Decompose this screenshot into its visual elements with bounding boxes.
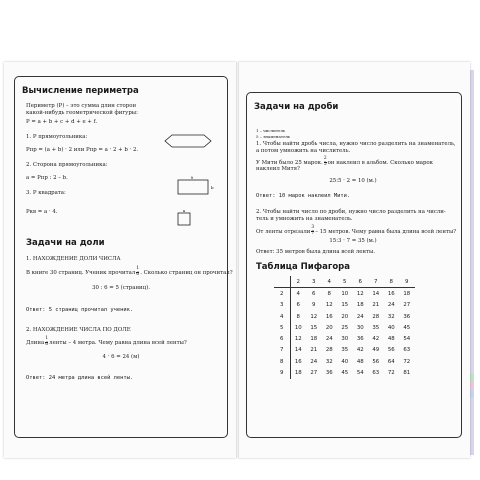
pythagoras-cell: 72 (403, 358, 411, 365)
perimeter-def-line1: Периметр (Р) – это сумма длин сторон (26, 103, 137, 109)
pythagoras-cell: 12 (310, 313, 318, 320)
pythagoras-cell: 21 (310, 347, 318, 354)
pythagoras-cell: 24 (387, 302, 395, 309)
fraction-task2-calc: 15:3 · 7 = 35 (м.) (329, 238, 377, 244)
pythagoras-row (274, 333, 415, 344)
fraction-rule2-line1: 2. Чтобы найти число по дроби, нужно число разделить на числи- (256, 209, 446, 215)
fraction: $\frac{1}{6}$ (45, 336, 49, 347)
share-task2-heading: 2. НАХОЖДЕНИЕ ЧИСЛА ПО ДОЛЕ (26, 327, 131, 333)
pythagoras-cell: 64 (387, 358, 395, 365)
pythagoras-cell: 36 (356, 336, 364, 343)
pythagoras-cell: 15 (341, 302, 349, 309)
share-task2-answer: Ответ: 24 метра длина всей ленты. (26, 375, 134, 381)
fraction-rule2-line2: тель и умножить на знаменатель. (256, 216, 353, 222)
pythagoras-cell: 25 (341, 324, 349, 331)
pythagoras-row-header: 2 (274, 288, 290, 300)
pythagoras-header-cell: 7 (368, 276, 384, 288)
pythagoras-header-cell: 4 (322, 276, 338, 288)
pythagoras-cell: 63 (403, 347, 411, 354)
legend-denominator: 5 – знаменатель (256, 134, 291, 139)
pythagoras-cell: 36 (325, 370, 333, 377)
fraction-task1-text: У Мити было 25 марок. $\frac{2}{5}$ он наклеил в альбом. Сколько марок (256, 156, 434, 167)
share-task1-heading: 1. НАХОЖДЕНИЕ ДОЛИ ЧИСЛА (26, 256, 121, 262)
right-page (238, 62, 470, 458)
square-shape (172, 208, 202, 230)
fraction-task1-question: наклеил Митя? (256, 166, 300, 172)
pythagoras-cell: 45 (403, 324, 411, 331)
pythagoras-cell: 49 (372, 347, 380, 354)
pythagoras-cell: 56 (372, 358, 380, 365)
pythagoras-cell: 35 (341, 347, 349, 354)
pythagoras-row-header: 8 (274, 356, 290, 367)
pythagoras-header-cell: 8 (384, 276, 400, 288)
fraction-task1-answer: Ответ: 10 марок наклеил Мити. (256, 193, 351, 199)
pythagoras-title: Таблица Пифагора (256, 262, 350, 272)
pythagoras-row (274, 356, 415, 367)
pythagoras-cell: 54 (356, 370, 364, 377)
share-task1-text: В книге 30 страниц. Ученик прочитал $\frac{1}{6}$ . Сколько страниц он прочитал? (26, 266, 233, 277)
notebook-spine (236, 62, 239, 458)
perimeter-formula: P = a + b + c + d + e + f. (26, 119, 98, 125)
fraction: $\frac{1}{6}$ (136, 266, 140, 277)
pythagoras-cell: 20 (325, 324, 333, 331)
square-side-a-label: a (182, 208, 186, 213)
rectangle-side-heading: 2. Сторона прямоугольника: (26, 162, 108, 168)
pythagoras-cell: 72 (387, 370, 395, 377)
fraction-rule1-line2: а потом умножить на числитель. (256, 148, 351, 154)
pythagoras-cell: 28 (372, 313, 380, 320)
pythagoras-row-header: 7 (274, 345, 290, 356)
square-perimeter-heading: 3. Р квадрата: (26, 190, 66, 196)
rectangle-side-formula: a = Pпр : 2 – b. (26, 175, 68, 181)
fraction-tasks-title: Задачи на дроби (254, 102, 339, 112)
pythagoras-cell: 24 (310, 358, 318, 365)
pythagoras-header-cell: 2 (290, 276, 306, 288)
share-tasks-title: Задачи на доли (26, 238, 105, 248)
pythagoras-cell: 42 (372, 336, 380, 343)
rectangle-perimeter-heading: 1. Р прямоугольника: (26, 134, 88, 140)
share-task1-answer: Ответ: 5 страниц прочитал ученик. (26, 307, 134, 313)
pythagoras-cell: 30 (356, 324, 364, 331)
fraction-task1-calc: 25:5 · 2 = 10 (м.) (329, 178, 377, 184)
pythagoras-row-header: 4 (274, 311, 290, 322)
pythagoras-cell: 12 (325, 302, 333, 309)
rectangle-shape (172, 174, 216, 198)
pythagoras-cell: 8 (296, 313, 300, 320)
pythagoras-row-header: 5 (274, 322, 290, 333)
pythagoras-cell: 18 (294, 370, 302, 377)
share-task1-calc: 30 : 6 = 5 (страниц). (92, 285, 150, 291)
pythagoras-cell: 16 (294, 358, 302, 365)
pythagoras-header-cell: 6 (353, 276, 369, 288)
pythagoras-cell: 18 (403, 290, 411, 297)
pythagoras-header-cell (274, 276, 290, 288)
pythagoras-row (274, 300, 415, 311)
share-task2-calc: 4 · 6 = 24 (м) (102, 354, 140, 360)
pythagoras-cell: 10 (341, 290, 349, 297)
pythagoras-cell: 24 (356, 313, 364, 320)
pythagoras-header-cell: 3 (306, 276, 322, 288)
pythagoras-cell: 28 (325, 347, 333, 354)
pythagoras-cell: 14 (372, 290, 380, 297)
pythagoras-table (274, 276, 415, 379)
pythagoras-cell: 10 (294, 324, 302, 331)
pythagoras-cell: 16 (387, 290, 395, 297)
pythagoras-cell: 48 (356, 358, 364, 365)
legend-numerator: 1 – числитель (256, 128, 286, 133)
hexagon-shape (162, 132, 218, 150)
fraction-task2-answer: Ответ: 35 метров была длина всей ленты. (256, 249, 376, 255)
pythagoras-cell: 54 (403, 336, 411, 343)
pythagoras-cell: 56 (387, 347, 395, 354)
pythagoras-cell: 6 (312, 290, 316, 297)
square-perimeter-formula: Pкв = a · 4. (26, 209, 58, 215)
rectangle-perimeter-formula: Pпр = (a + b) · 2 или Pпр = a · 2 + b · 2. (26, 147, 139, 153)
pythagoras-cell: 16 (325, 313, 333, 320)
pythagoras-cell: 18 (310, 336, 318, 343)
pythagoras-cell: 12 (356, 290, 364, 297)
pythagoras-row-header: 9 (274, 367, 290, 378)
pythagoras-cell: 20 (341, 313, 349, 320)
left-page (4, 62, 236, 458)
pythagoras-cell: 45 (341, 370, 349, 377)
pythagoras-cell: 27 (403, 302, 411, 309)
pythagoras-row (274, 322, 415, 333)
pythagoras-header-cell: 5 (337, 276, 353, 288)
rect-side-a-label: a (190, 174, 194, 180)
pythagoras-cell: 35 (372, 324, 380, 331)
pythagoras-cell: 32 (387, 313, 395, 320)
pythagoras-cell: 27 (310, 370, 318, 377)
pythagoras-row-header: 6 (274, 333, 290, 344)
pythagoras-cell: 40 (387, 324, 395, 331)
pythagoras-cell: 42 (356, 347, 364, 354)
pythagoras-cell: 48 (387, 336, 395, 343)
fraction: $\frac{3}{7}$ (311, 225, 315, 236)
pythagoras-cell: 4 (296, 290, 300, 297)
perimeter-title: Вычисление периметра (22, 86, 139, 96)
pythagoras-row (274, 345, 415, 356)
pythagoras-cell: 24 (325, 336, 333, 343)
pythagoras-cell: 9 (312, 302, 316, 309)
pythagoras-cell: 40 (341, 358, 349, 365)
pythagoras-row (274, 288, 415, 300)
perimeter-def-line2: какой-нибудь геометрической фигуры: (26, 110, 138, 116)
pythagoras-row-header: 3 (274, 300, 290, 311)
pythagoras-cell: 18 (356, 302, 364, 309)
fraction-rule1-line1: 1. Чтобы найти дробь числа, нужно число разделить на знаменатель, (256, 141, 456, 147)
pythagoras-cell: 15 (310, 324, 318, 331)
share-task2-text: Длина $\frac{1}{6}$ ленты – 4 метра. Чему равна длина всей ленты? (26, 336, 187, 347)
fraction-task2-text: От ленты отрезали $\frac{3}{7}$ – 15 метров. Чему равна была длина всей ленты? (256, 225, 457, 236)
pythagoras-cell: 6 (296, 302, 300, 309)
pythagoras-header-cell: 9 (399, 276, 415, 288)
pythagoras-cell: 12 (294, 336, 302, 343)
rect-side-b-label: b (211, 185, 214, 190)
pythagoras-cell: 14 (294, 347, 302, 354)
pythagoras-row (274, 311, 415, 322)
pythagoras-cell: 8 (327, 290, 331, 297)
pythagoras-header-row (274, 276, 415, 288)
pythagoras-cell: 30 (341, 336, 349, 343)
pythagoras-cell: 81 (403, 370, 411, 377)
pythagoras-cell: 63 (372, 370, 380, 377)
pythagoras-cell: 36 (403, 313, 411, 320)
pythagoras-cell: 32 (325, 358, 333, 365)
pythagoras-row (274, 367, 415, 378)
pythagoras-cell: 21 (372, 302, 380, 309)
fraction: $\frac{2}{5}$ (323, 156, 327, 167)
